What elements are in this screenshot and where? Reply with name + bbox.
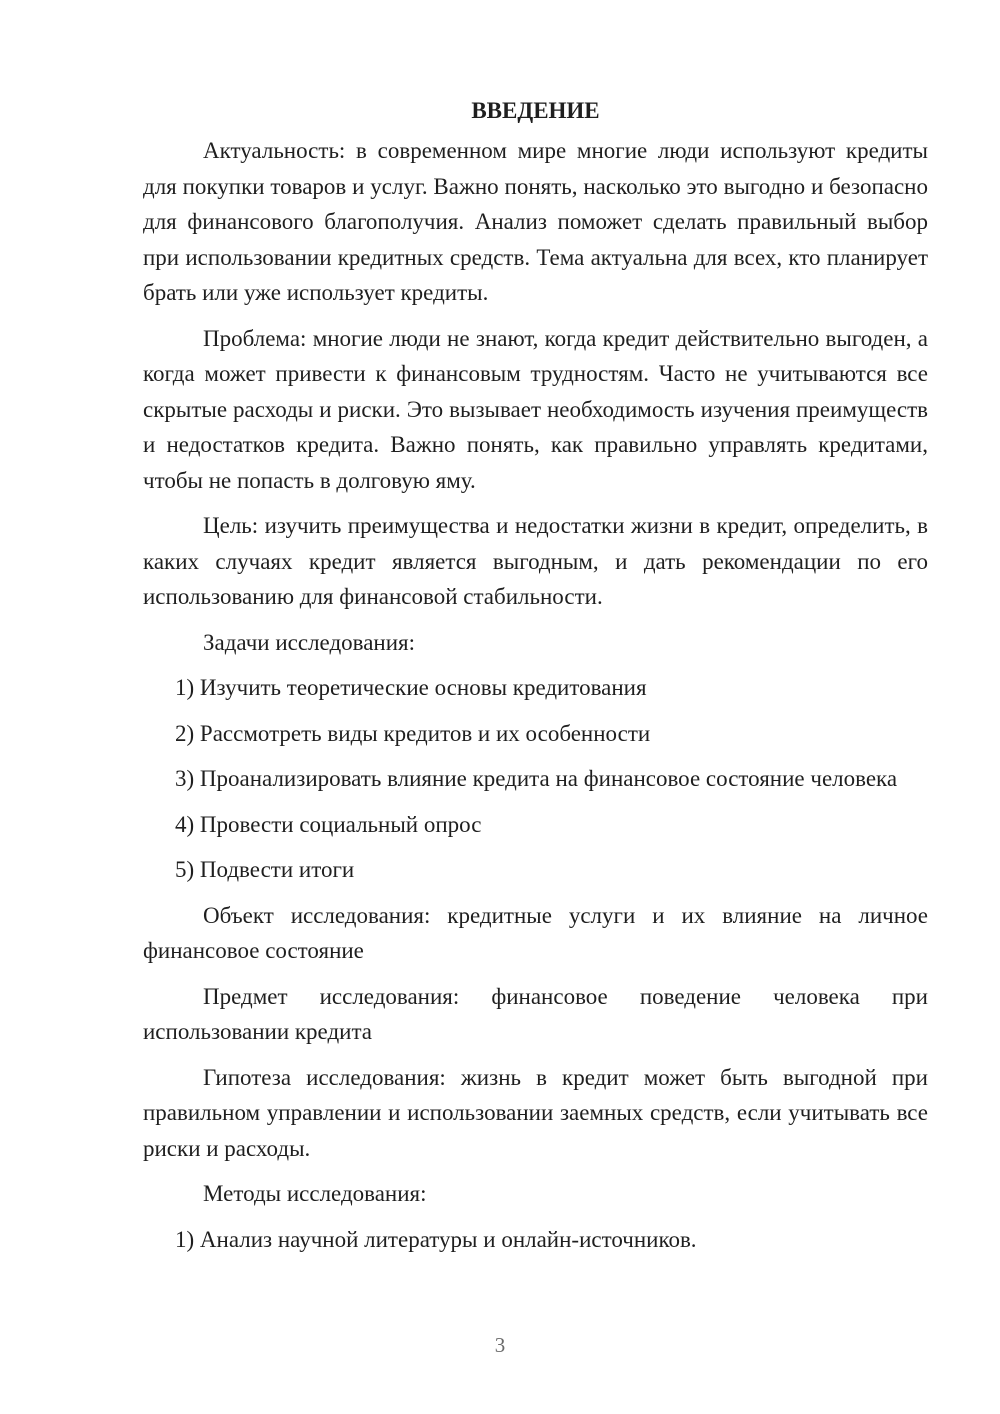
document-page [143,96,928,1257]
page-number: 3 [494,1333,506,1357]
goal-paragraph: Цель: изучить преимущества и недостатки жизни в кредит, определить, в каких случаях кредит является выгодным, и дать рекомендации по его использованию для финансовой стабильности. [143,513,928,609]
task-item: 4) Провести социальный опрос [175,811,482,837]
task-item: 3) Проанализировать влияние кредита на финансовое состояние человека [175,766,898,791]
methods-title: Методы исследования: [203,1181,427,1206]
method-item: 1) Анализ научной литературы и онлайн-источников. [175,1226,697,1252]
hypothesis-paragraph: Гипотеза исследования: жизнь в кредит может быть выгодной при правильном управлении и использовании заемных средств, если учитывать все риски и расходы. [143,1064,928,1161]
problem-paragraph: Проблема: многие люди не знают, когда кредит действительно выгоден, а когда может привести к финансовым трудностям. Часто не учитываются все скрытые расходы и риски. Это вызывает необходимость изучения преимуществ и недостатков кредита. Важно понять, как правильно управлять кредитами, чтобы не попасть в долговую яму. [143,325,928,493]
subject-paragraph: Предмет исследования: финансовое поведение человека при использовании кредита [143,983,928,1044]
task-item: 1) Изучить теоретические основы кредитования [175,675,647,700]
object-paragraph: Объект исследования: кредитные услуги и их влияние на личное финансовое состояние [143,902,928,963]
relevance-paragraph: Актуальность: в современном мире многие люди используют кредиты для покупки товаров и услуг. Важно понять, насколько это выгодно и безопасно для финансового благополучия. Анализ поможет сделать правильный выбор при использовании кредитных средств. Тема актуальна для всех, кто планирует брать или уже использует кредиты. [143,138,928,305]
task-item: 5) Подвести итоги [175,857,355,882]
section-heading: ВВЕДЕНИЕ [471,98,600,123]
task-item: 2) Рассмотреть виды кредитов и их особенности [175,720,651,746]
tasks-title: Задачи исследования: [203,629,416,655]
